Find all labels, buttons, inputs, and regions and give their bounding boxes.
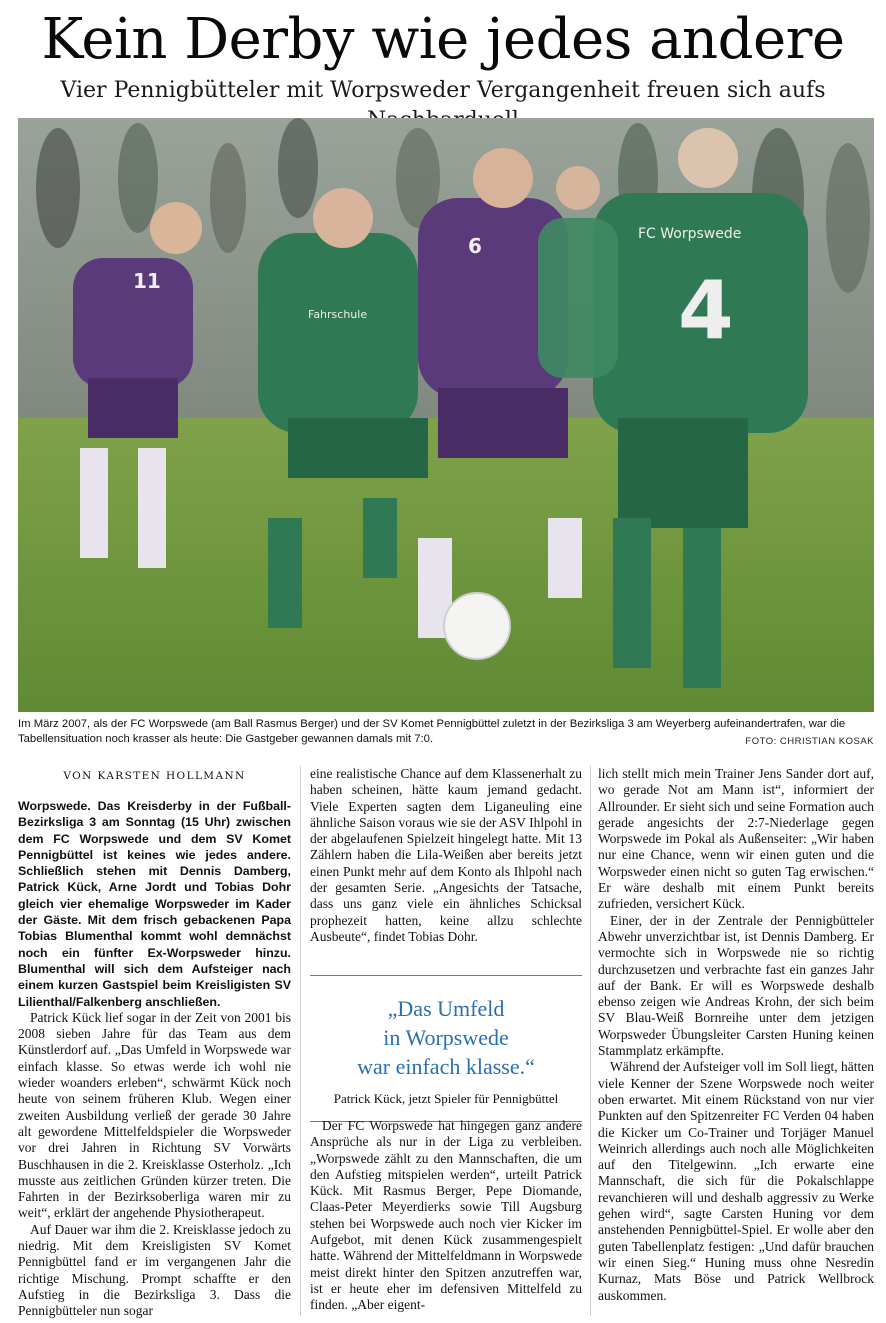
match-photo — [18, 118, 874, 712]
quote-line: „Das Umfeld — [387, 996, 505, 1021]
svg-text:Fahrschule: Fahrschule — [308, 308, 368, 321]
paragraph: Patrick Kück lief sogar in der Zeit von 2001 bis 2008 sieben Jahre für das Team aus dem Künstlerdorf auf. „Das Umfeld in Worpswede war einfach klasse. So etwas werde ich wohl nie wieder woanders erleben“, schwärmt Kück noch heute von seinem früheren Klub. Wegen einer zweiten Ausbildung verließ der gerade 30 Jahre alt gewordene Mittelfeldspieler die Worpsweder vor drei Jahren in Richtung SV Vorwärts Buschhausen in die 2. Kreisklasse Osterholz. „Ich musste aus zeitlichen Gründen kürzer treten. Die Fahrten in der Bezirksoberliga waren mir zu weit“, erklärt der angehende Physiotherapeut. — [18, 1009, 291, 1221]
svg-text:11: 11 — [133, 269, 161, 293]
pull-quote-attribution: Patrick Kück, jetzt Spieler für Pennigbüttel — [333, 1091, 559, 1106]
photo-credit: FOTO: CHRISTIAN KOSAK — [745, 736, 874, 747]
paragraph: Auf Dauer war ihm die 2. Kreisklasse jedoch zu niedrig. Mit dem Kreisligisten SV Komet Pennigbüttel fand er im vergangenen Jahr die richtige Mischung. Prompt schaffte er den Aufstieg in die Bezirksliga 3. Dass die Pennigbütteler nun sogar — [18, 1221, 291, 1319]
column-1 — [18, 776, 291, 1320]
column-2-continued — [310, 1118, 582, 1314]
pull-quote-text — [310, 994, 582, 1081]
headline: Kein Derby wie jedes andere — [41, 7, 845, 72]
svg-text:6: 6 — [468, 234, 482, 258]
quote-line: war einfach klasse.“ — [357, 1054, 535, 1079]
svg-text:FC Worpswede: FC Worpswede — [638, 226, 742, 242]
paragraph: Der FC Worpswede hat hingegen ganz andere Ansprüche als nur in der Liga zu verbleiben. „Worpswede zählt zu den Mannschaften, die um den Aufstieg mitspielen werden“, urteilt Patrick Kück. Mit Rasmus Berger, Pepe Diomande, Claas-Peter Meyerdierks sowie Till Augsburg stehen bei Worpswede auch noch vier Kicker im Aufgebot, mit denen Kück zusammengespielt hatte. Während der Mittelfeldmann in Worpswede meist direkt hinter den Spitzen anzutreffen war, ist er heute eher im defensiven Mittelfeld zu finden. „Aber eigent- — [310, 1118, 582, 1313]
photo-caption: Im März 2007, als der FC Worpswede (am Ball Rasmus Berger) und der SV Komet Pennigbüttel zuletzt in der Bezirksliga 3 am Weyerberg aufeinandertrafen, war die Tabellensituation noch krasser als heute: Die Gastgeber gewannen damals mit 7:0. — [18, 718, 846, 745]
byline: VON KARSTEN HOLLMANN — [63, 770, 246, 782]
column-divider — [590, 766, 591, 1316]
column-divider — [300, 766, 301, 1316]
pull-quote — [310, 975, 582, 1122]
quote-rule-top — [310, 975, 582, 976]
quote-line: in Worpswede — [383, 1025, 509, 1050]
soccer-ball — [444, 593, 510, 659]
paragraph: Während der Aufsteiger voll im Soll liegt, hätten viele Kenner der Szene Worpswede noch weiter oben erwartet. Mit einem Rückstand von nur vier Punkten auf den Spitzenreiter FC Verden 04 haben die Kicker um Co-Trainer und Torjäger Manuel Weinrich allerdings auch noch alle Möglichkeiten auf den Titelgewinn. „Ich erwarte eine Mannschaft, die sich für die Pokalschlappe revanchieren will und deshalb aggressiv zu Werke gehen wird“, sagte Carsten Huning vor dem anstehenden Pennigbüttel-Spiel. Er wolle aber den guten Tabellenplatz festigen: „Und dafür brauchen wir einen Sieg.“ Huning muss ohne Nesredin Kurnaz, Mats Böse und Patrick Wellbrock auskommen. — [598, 1059, 874, 1303]
subheadline: Vier Pennigbütteler mit Worpsweder Vergangenheit freuen sich aufs — [60, 78, 826, 103]
column-2 — [310, 766, 582, 945]
paragraph: eine realistische Chance auf dem Klassenerhalt zu haben scheinen, hätte kaum jemand gedacht. Viele Experten sagten dem Liganeuling eine ähnliche Saison voraus wie sie der ASV Ihlpohl in der abgelaufenen Spielzeit hingelegt hatte. Mit 13 Zählern haben die Lila-Weißen aber bereits jetzt einen Punkt mehr auf dem Konto als Ihlpohl nach der gesamten Serie. „Angesichts der Tatsache, dass uns ganz viele ein ähnliches Schicksal prophezeit hatten, keine allzu schlechte Ausbeute“, findet Tobias Dohr. — [310, 766, 582, 944]
svg-text:4: 4 — [678, 264, 734, 357]
paragraph: lich stellt mich mein Trainer Jens Sander dort auf, wo gerade Not am Mann ist“, informiert der Allrounder. Er sieht sich und seine Formation auch gerade angesichts der 2:7-Niederlage gegen Worpswede im Pokal als Außenseiter: „Wir haben nur eine Chance, wenn wir einen guten und die Worpsweder einen nicht so guten Tag erwischen.“ Er wäre deshalb mit einem Punkt bereits zufrieden, versichert Kück. — [598, 766, 874, 912]
column-3 — [598, 766, 874, 1304]
paragraph: Einer, der in der Zentrale der Pennigbütteler Abwehr unverzichtbar ist, ist Dennis Damberg. Er vermochte sich in Worpswede nie so richtig durchzusetzen und verbrachte fast ein ganzes Jahr auf der Bank. Er will es Worpswede deshalb ebenso zeigen wie Andreas Krohn, der sich beim SV Blau-Weiß Bornreihe unter dem jetzigen Worpsweder Übungsleiter Carsten Huning keinen Stammplatz erkämpfte. — [598, 912, 874, 1059]
lead-paragraph: Worpswede. Das Kreisderby in der Fußball-Bezirksliga 3 am Sonntag (15 Uhr) zwischen dem FC Worpswede und dem SV Komet Pennigbüttel ist keines wie jedes andere. Schließlich stehen mit Dennis Damberg, Patrick Kück, Arne Jordt und Tobias Dohr gleich vier ehemalige Worpsweder im Kader der Gäste. Mit dem frisch gebackenen Papa Tobias Blumenthal kommt wohl demnächst noch ein fünfter Ex-Worpsweder hinzu. Blumenthal will sich dem Aufsteiger nach einem kurzen Gastspiel beim Kreisligisten SV Lilienthal/Falkenberg anschließen. — [18, 799, 291, 1009]
